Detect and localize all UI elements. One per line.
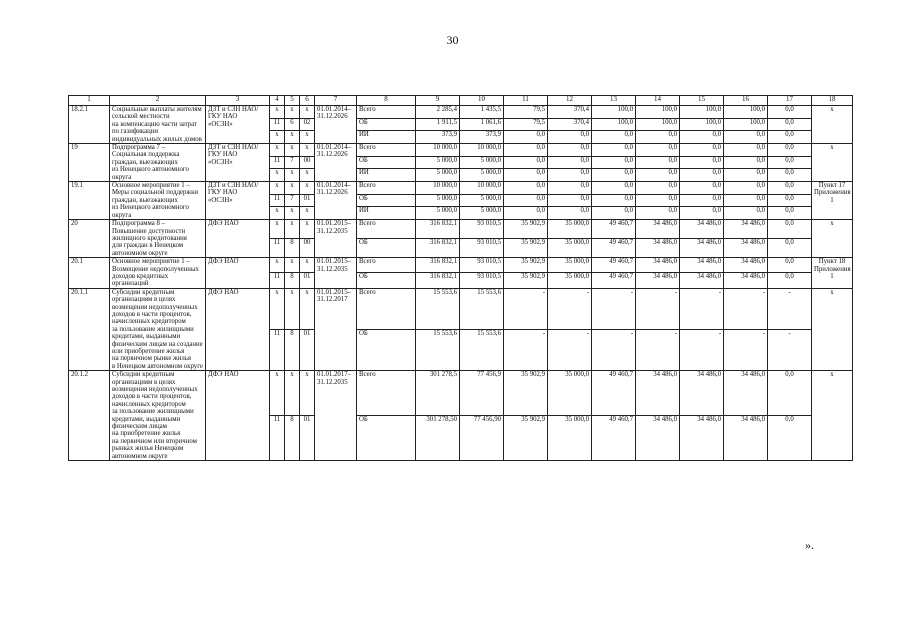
amount-cell: 0,0 — [548, 169, 592, 182]
amount-cell: 0,0 — [768, 258, 812, 273]
code-cell: 7 — [285, 156, 300, 169]
amount-cell: 100,0 — [636, 118, 680, 131]
amount-cell: 77 456,90 — [460, 416, 504, 461]
amount-cell: 35 902,9 — [504, 220, 548, 239]
code-cell: x — [285, 220, 300, 239]
funding-source: Всего — [357, 288, 416, 329]
amount-cell: 0,0 — [636, 194, 680, 207]
amount-cell: 5 000,0 — [460, 169, 504, 182]
column-header: 16 — [724, 96, 768, 106]
code-cell: x — [300, 258, 315, 273]
note: Пункт 18 Приложения 1 — [812, 258, 853, 289]
code-cell: 11 — [270, 118, 285, 131]
amount-cell: 93 010,5 — [460, 220, 504, 239]
code-cell: 11 — [270, 273, 285, 288]
note: x — [812, 288, 853, 370]
amount-cell: 316 832,1 — [416, 239, 460, 258]
amount-cell: 0,0 — [592, 144, 636, 157]
measure-name: Основное мероприятие 1 – Меры социальной поддержки граждан, выезжающих из Ненецкого автономного округа — [110, 182, 206, 220]
code-cell: x — [285, 144, 300, 157]
column-header: 5 — [285, 96, 300, 106]
amount-cell: 0,0 — [768, 156, 812, 169]
amount-cell: 34 486,0 — [680, 258, 724, 273]
code-cell: x — [300, 207, 315, 220]
amount-cell: 34 486,0 — [636, 371, 680, 416]
code-cell: x — [270, 182, 285, 195]
amount-cell: 35 902,9 — [504, 273, 548, 288]
measure-name: Подпрограмма 7 – Социальная поддержка граждан, выезжающих из Ненецкого автономного округа — [110, 144, 206, 182]
amount-cell: 0,0 — [680, 194, 724, 207]
amount-cell: 10 000,0 — [460, 182, 504, 195]
code-cell: x — [300, 371, 315, 416]
page-number: 30 — [446, 33, 459, 47]
table-row — [69, 144, 853, 157]
amount-cell: 0,0 — [768, 194, 812, 207]
amount-cell: 100,0 — [636, 106, 680, 119]
amount-cell: 49 460,7 — [592, 220, 636, 239]
amount-cell: 0,0 — [592, 194, 636, 207]
column-header: 4 — [270, 96, 285, 106]
executor: ДФЭ НАО — [206, 371, 270, 461]
amount-cell: 0,0 — [548, 207, 592, 220]
amount-cell: - — [768, 288, 812, 329]
amount-cell: 77 456,9 — [460, 371, 504, 416]
budget-table — [68, 95, 853, 461]
amount-cell: 0,0 — [724, 169, 768, 182]
code-cell: x — [270, 220, 285, 239]
funding-source: ОБ — [357, 194, 416, 207]
funding-source: ОБ — [357, 239, 416, 258]
code-cell: 6 — [285, 118, 300, 131]
column-header: 8 — [357, 96, 416, 106]
budget-table-container — [68, 95, 853, 461]
column-header: 12 — [548, 96, 592, 106]
amount-cell: 0,0 — [680, 169, 724, 182]
code-cell: x — [285, 371, 300, 416]
executor: ДФЭ НАО — [206, 288, 270, 370]
header-row — [69, 96, 853, 106]
amount-cell: 34 486,0 — [724, 416, 768, 461]
amount-cell: 0,0 — [768, 416, 812, 461]
funding-source: ОБ — [357, 416, 416, 461]
code-cell: x — [270, 371, 285, 416]
amount-cell: - — [768, 329, 812, 370]
code-cell: x — [300, 144, 315, 157]
amount-cell: 100,0 — [724, 106, 768, 119]
amount-cell: 34 486,0 — [724, 220, 768, 239]
funding-source: Всего — [357, 182, 416, 195]
amount-cell: 79,5 — [504, 118, 548, 131]
period: 01.01.2015– 31.12.2035 — [315, 220, 357, 258]
amount-cell: 34 486,0 — [636, 273, 680, 288]
amount-cell: 100,0 — [680, 106, 724, 119]
funding-source: Всего — [357, 258, 416, 273]
amount-cell: 34 486,0 — [680, 239, 724, 258]
code-cell: x — [285, 131, 300, 144]
amount-cell: - — [636, 288, 680, 329]
period: 01.01.2014– 31.12.2026 — [315, 144, 357, 182]
amount-cell: 10 000,0 — [460, 144, 504, 157]
amount-cell: 5 000,0 — [416, 207, 460, 220]
amount-cell: 10 000,0 — [416, 144, 460, 157]
funding-source: ОБ — [357, 118, 416, 131]
amount-cell: 0,0 — [592, 156, 636, 169]
code-cell: 00 — [300, 156, 315, 169]
column-header: 17 — [768, 96, 812, 106]
table-row — [69, 288, 853, 329]
amount-cell: 35 902,9 — [504, 371, 548, 416]
measure-name: Субсидии кредитным организациям в целях возмещения недополученных доходов в части процентов, начисленных кредитором за пользование жилищными кредитами, выданными физическим лицам на создание или приобретение жилья на первичном рынке жилья в Ненецком автономном округе — [110, 288, 206, 370]
row-number: 20.1.1 — [69, 288, 110, 370]
code-cell: 01 — [300, 194, 315, 207]
executor: ДЗТ и СЗН НАО/ ГКУ НАО «ОСЗН» — [206, 182, 270, 220]
amount-cell: 35 000,0 — [548, 258, 592, 273]
amount-cell: 15 553,6 — [416, 329, 460, 370]
amount-cell: 0,0 — [592, 131, 636, 144]
amount-cell: 0,0 — [636, 131, 680, 144]
amount-cell: 0,0 — [768, 239, 812, 258]
amount-cell: 35 902,9 — [504, 416, 548, 461]
amount-cell: - — [592, 288, 636, 329]
row-number: 20 — [69, 220, 110, 258]
amount-cell: 316 832,1 — [416, 273, 460, 288]
code-cell: x — [270, 258, 285, 273]
amount-cell: 301 278,50 — [416, 416, 460, 461]
amount-cell: 0,0 — [504, 131, 548, 144]
amount-cell: - — [504, 288, 548, 329]
code-cell: x — [270, 169, 285, 182]
code-cell: 8 — [285, 273, 300, 288]
column-header: 13 — [592, 96, 636, 106]
note: x — [812, 220, 853, 258]
executor: ДФЭ НАО — [206, 220, 270, 258]
amount-cell: 1 435,5 — [460, 106, 504, 119]
amount-cell: 0,0 — [548, 182, 592, 195]
table-row — [69, 371, 853, 416]
code-cell: 11 — [270, 329, 285, 370]
funding-source: ОБ — [357, 156, 416, 169]
amount-cell: 1 061,6 — [460, 118, 504, 131]
amount-cell: 373,9 — [416, 131, 460, 144]
period: 01.01.2015– 31.12.2035 — [315, 258, 357, 289]
amount-cell: 2 285,4 — [416, 106, 460, 119]
measure-name: Основное мероприятие 1 – Возмещение недополученных доходов кредитных организаций — [110, 258, 206, 289]
amount-cell: 5 000,0 — [416, 194, 460, 207]
amount-cell: 0,0 — [504, 169, 548, 182]
amount-cell: 34 486,0 — [724, 239, 768, 258]
amount-cell: 35 000,0 — [548, 416, 592, 461]
amount-cell: 0,0 — [724, 131, 768, 144]
amount-cell: 0,0 — [636, 182, 680, 195]
code-cell: x — [285, 288, 300, 329]
code-cell: x — [285, 169, 300, 182]
amount-cell: 0,0 — [592, 169, 636, 182]
amount-cell: 370,4 — [548, 106, 592, 119]
funding-source: ИИ — [357, 131, 416, 144]
period: 01.01.2014– 31.12.2026 — [315, 106, 357, 144]
amount-cell: 49 460,7 — [592, 258, 636, 273]
amount-cell: 5 000,0 — [460, 156, 504, 169]
column-header: 10 — [460, 96, 504, 106]
code-cell: 8 — [285, 239, 300, 258]
code-cell: x — [285, 182, 300, 195]
amount-cell: - — [680, 288, 724, 329]
amount-cell: - — [724, 329, 768, 370]
code-cell: 02 — [300, 118, 315, 131]
column-header: 15 — [680, 96, 724, 106]
code-cell: 8 — [285, 416, 300, 461]
amount-cell: 100,0 — [592, 106, 636, 119]
row-number: 19.1 — [69, 182, 110, 220]
amount-cell: 0,0 — [768, 220, 812, 239]
amount-cell: 0,0 — [592, 207, 636, 220]
amount-cell: 0,0 — [548, 156, 592, 169]
amount-cell: 0,0 — [548, 131, 592, 144]
amount-cell: - — [724, 288, 768, 329]
period: 01.01.2014– 31.12.2026 — [315, 182, 357, 220]
funding-source: ОБ — [357, 329, 416, 370]
amount-cell: 34 486,0 — [724, 371, 768, 416]
code-cell: x — [270, 131, 285, 144]
code-cell: 01 — [300, 329, 315, 370]
amount-cell: 35 902,9 — [504, 258, 548, 273]
code-cell: x — [300, 220, 315, 239]
amount-cell: 93 010,5 — [460, 239, 504, 258]
amount-cell: 0,0 — [636, 144, 680, 157]
code-cell: x — [285, 106, 300, 119]
column-header: 3 — [206, 96, 270, 106]
amount-cell: 15 553,6 — [460, 329, 504, 370]
code-cell: x — [270, 207, 285, 220]
amount-cell: 0,0 — [680, 182, 724, 195]
amount-cell: 34 486,0 — [680, 371, 724, 416]
amount-cell: 0,0 — [636, 156, 680, 169]
amount-cell: - — [636, 329, 680, 370]
column-header: 11 — [504, 96, 548, 106]
amount-cell: 93 010,5 — [460, 258, 504, 273]
amount-cell: 0,0 — [724, 182, 768, 195]
row-number: 18.2.1 — [69, 106, 110, 144]
amount-cell: 0,0 — [768, 131, 812, 144]
table-row — [69, 220, 853, 239]
amount-cell: 0,0 — [636, 207, 680, 220]
amount-cell: - — [548, 288, 592, 329]
amount-cell: 93 010,5 — [460, 273, 504, 288]
column-header: 9 — [416, 96, 460, 106]
amount-cell: 0,0 — [680, 207, 724, 220]
amount-cell: 0,0 — [724, 144, 768, 157]
amount-cell: 35 000,0 — [548, 239, 592, 258]
amount-cell: 5 000,0 — [460, 207, 504, 220]
code-cell: x — [300, 182, 315, 195]
column-header: 18 — [812, 96, 853, 106]
code-cell: x — [300, 169, 315, 182]
amount-cell: 34 486,0 — [724, 258, 768, 273]
executor: ДФЭ НАО — [206, 258, 270, 289]
amount-cell: 34 486,0 — [636, 239, 680, 258]
code-cell: 7 — [285, 194, 300, 207]
amount-cell: - — [548, 329, 592, 370]
amount-cell: 373,9 — [460, 131, 504, 144]
amount-cell: 316 832,1 — [416, 220, 460, 239]
amount-cell: 0,0 — [636, 169, 680, 182]
amount-cell: - — [592, 329, 636, 370]
amount-cell: 1 911,5 — [416, 118, 460, 131]
amount-cell: 49 460,7 — [592, 371, 636, 416]
amount-cell: 0,0 — [768, 207, 812, 220]
amount-cell: 100,0 — [592, 118, 636, 131]
column-header: 2 — [110, 96, 206, 106]
code-cell: 11 — [270, 239, 285, 258]
measure-name: Социальные выплаты жителям сельской местности на компенсацию части затрат по газификации индивидуальных жилых домов — [110, 106, 206, 144]
code-cell: x — [300, 131, 315, 144]
amount-cell: 0,0 — [504, 144, 548, 157]
amount-cell: 10 000,0 — [416, 182, 460, 195]
amount-cell: 49 460,7 — [592, 416, 636, 461]
amount-cell: 0,0 — [504, 194, 548, 207]
table-row — [69, 258, 853, 273]
amount-cell: 0,0 — [768, 106, 812, 119]
code-cell: x — [270, 144, 285, 157]
code-cell: x — [285, 207, 300, 220]
amount-cell: 15 553,6 — [416, 288, 460, 329]
funding-source: Всего — [357, 144, 416, 157]
table-row — [69, 106, 853, 119]
amount-cell: 0,0 — [768, 371, 812, 416]
funding-source: Всего — [357, 371, 416, 416]
code-cell: 01 — [300, 273, 315, 288]
funding-source: Всего — [357, 220, 416, 239]
amount-cell: 0,0 — [768, 118, 812, 131]
amount-cell: 34 486,0 — [680, 220, 724, 239]
amount-cell: 370,4 — [548, 118, 592, 131]
amount-cell: 0,0 — [768, 182, 812, 195]
note: x — [812, 144, 853, 182]
code-cell: 11 — [270, 156, 285, 169]
amount-cell: 0,0 — [768, 169, 812, 182]
amount-cell: 100,0 — [680, 118, 724, 131]
amount-cell: 34 486,0 — [724, 273, 768, 288]
measure-name: Субсидии кредитным организациям в целях возмещения недополученных доходов в части процентов, начисленных кредитором за пользование жилищными кредитами, выданными физическим лицам на приобретение жилья на первичном или вторичном рынках жилья Ненецком автономном округе — [110, 371, 206, 461]
amount-cell: 35 000,0 — [548, 371, 592, 416]
end-of-table-mark: ». — [805, 538, 814, 552]
amount-cell: 34 486,0 — [680, 416, 724, 461]
amount-cell: - — [680, 329, 724, 370]
amount-cell: 15 553,6 — [460, 288, 504, 329]
amount-cell: 79,5 — [504, 106, 548, 119]
amount-cell: 34 486,0 — [636, 220, 680, 239]
amount-cell: 5 000,0 — [416, 169, 460, 182]
code-cell: x — [300, 288, 315, 329]
amount-cell: 0,0 — [548, 144, 592, 157]
amount-cell: 0,0 — [680, 144, 724, 157]
amount-cell: 35 000,0 — [548, 273, 592, 288]
amount-cell: 34 486,0 — [636, 416, 680, 461]
measure-name: Подпрограмма 8 – Повышение доступности жилищного кредитования для граждан в Ненецком автономном округе — [110, 220, 206, 258]
note: x — [812, 106, 853, 144]
executor: ДЗТ и СЗН НАО/ ГКУ НАО «ОСЗН» — [206, 144, 270, 182]
table-body — [69, 106, 853, 461]
amount-cell: 5 000,0 — [460, 194, 504, 207]
note: Пункт 17 Приложения 1 — [812, 182, 853, 220]
amount-cell: 0,0 — [768, 273, 812, 288]
amount-cell: 5 000,0 — [416, 156, 460, 169]
funding-source: ИИ — [357, 207, 416, 220]
amount-cell: 34 486,0 — [680, 273, 724, 288]
code-cell: x — [270, 106, 285, 119]
funding-source: ИИ — [357, 169, 416, 182]
period: 01.01.2015– 31.12.2017 — [315, 288, 357, 370]
code-cell: 8 — [285, 329, 300, 370]
amount-cell: 0,0 — [504, 156, 548, 169]
code-cell: x — [300, 106, 315, 119]
amount-cell: 0,0 — [768, 144, 812, 157]
amount-cell: 316 832,1 — [416, 258, 460, 273]
column-header: 14 — [636, 96, 680, 106]
code-cell: 11 — [270, 194, 285, 207]
column-header: 6 — [300, 96, 315, 106]
column-header: 1 — [69, 96, 110, 106]
code-cell: 00 — [300, 239, 315, 258]
code-cell: x — [270, 288, 285, 329]
note: x — [812, 371, 853, 461]
amount-cell: 0,0 — [680, 131, 724, 144]
column-header: 7 — [315, 96, 357, 106]
amount-cell: 0,0 — [504, 182, 548, 195]
funding-source: Всего — [357, 106, 416, 119]
amount-cell: 35 902,9 — [504, 239, 548, 258]
amount-cell: 35 000,0 — [548, 220, 592, 239]
row-number: 20.1.2 — [69, 371, 110, 461]
amount-cell: 49 460,7 — [592, 273, 636, 288]
amount-cell: 301 278,5 — [416, 371, 460, 416]
funding-source: ОБ — [357, 273, 416, 288]
amount-cell: 0,0 — [548, 194, 592, 207]
amount-cell: 0,0 — [680, 156, 724, 169]
amount-cell: 100,0 — [724, 118, 768, 131]
amount-cell: 0,0 — [724, 207, 768, 220]
amount-cell: 0,0 — [724, 194, 768, 207]
amount-cell: 34 486,0 — [636, 258, 680, 273]
amount-cell: 0,0 — [724, 156, 768, 169]
code-cell: 01 — [300, 416, 315, 461]
row-number: 19 — [69, 144, 110, 182]
period: 01.01.2017– 31.12.2035 — [315, 371, 357, 461]
amount-cell: 49 460,7 — [592, 239, 636, 258]
code-cell: 11 — [270, 416, 285, 461]
table-row — [69, 182, 853, 195]
executor: ДЗТ и СЗН НАО/ ГКУ НАО «ОСЗН» — [206, 106, 270, 144]
code-cell: x — [285, 258, 300, 273]
amount-cell: 0,0 — [592, 182, 636, 195]
amount-cell: - — [504, 329, 548, 370]
row-number: 20.1 — [69, 258, 110, 289]
amount-cell: 0,0 — [504, 207, 548, 220]
